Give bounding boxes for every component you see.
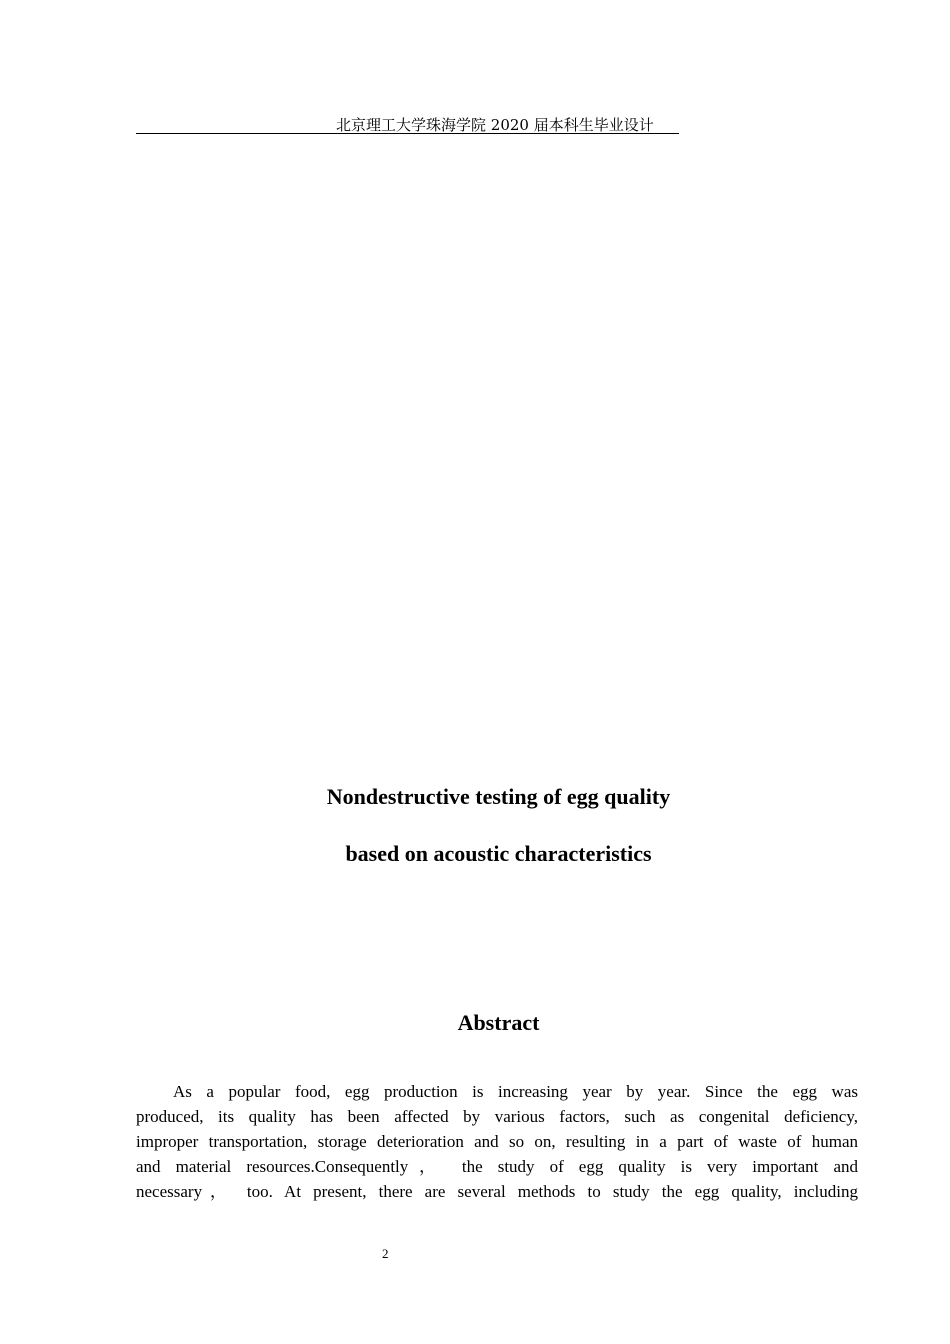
abstract-heading: Abstract [457,1010,540,1035]
thesis-title-line-1: Nondestructive testing of egg quality [326,784,671,809]
abstract-line: necessary， too. At present, there are several methods to study the egg quality, including [136,1182,858,1201]
abstract-line: improper transportation, storage deterioration and so on, resulting in a part of waste of human [136,1132,858,1151]
abstract-body [136,1079,858,1204]
abstract-line: produced, its quality has been affected by various factors, such as congenital deficiency, [136,1107,858,1126]
abstract-line: As a popular food, egg production is increasing year by year. Since the egg was [173,1082,858,1101]
thesis-title-line-2: based on acoustic characteristics [345,841,652,866]
running-header: 北京理工大学珠海学院 2020 届本科生毕业设计 [336,116,654,134]
abstract-line: and material resources.Consequently， the study of egg quality is very important and [136,1157,858,1176]
page-number: 2 [382,1246,389,1261]
